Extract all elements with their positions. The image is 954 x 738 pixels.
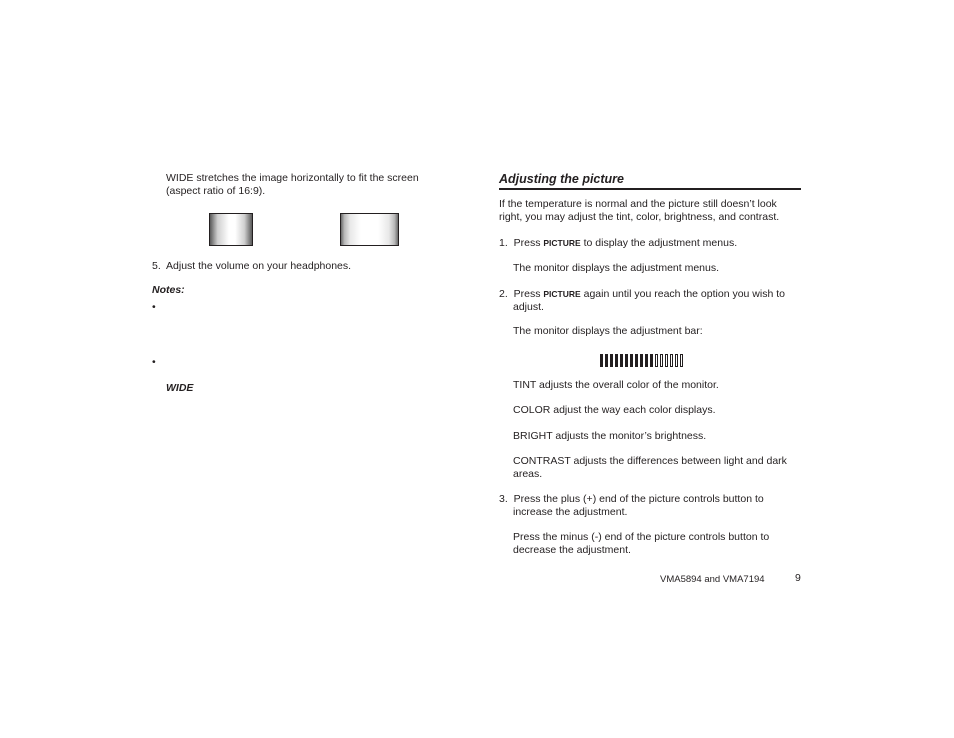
step-3-alternative (513, 531, 803, 557)
footer-model: VMA5894 and VMA7194 (660, 574, 765, 585)
step-1 (499, 237, 801, 250)
bar-segment-filled (635, 354, 638, 367)
note-bullet-1: • (152, 301, 156, 313)
bar-segment-filled (640, 354, 643, 367)
bar-segment-filled (610, 354, 613, 367)
step-2-line2: adjust. (513, 301, 544, 313)
wide-description (166, 172, 446, 198)
intro-line2: right, you may adjust the tint, color, brightness, and contrast. (499, 211, 780, 223)
step-3 (499, 493, 801, 519)
page-number: 9 (795, 572, 801, 584)
step-3-alt-line2: decrease the adjustment. (513, 544, 631, 556)
bar-segment-filled (645, 354, 648, 367)
step-1-result: The monitor displays the adjustment menus. (513, 262, 720, 274)
step-2-pre: Press (513, 288, 544, 300)
step-2 (499, 288, 804, 314)
section-title: Adjusting the picture (499, 172, 801, 190)
notes-heading: Notes: (152, 284, 185, 296)
note-bullet-2: • (152, 356, 156, 368)
bar-segment-empty (680, 354, 683, 367)
tint-description: TINT adjusts the overall color of the monitor. (513, 379, 719, 391)
color-description: COLOR adjust the way each color displays. (513, 404, 716, 416)
bar-segment-filled (605, 354, 608, 367)
wide-description-line1: WIDE stretches the image horizontally to fit the screen (166, 172, 419, 184)
normal-aspect-image (209, 213, 253, 246)
bar-segment-filled (650, 354, 653, 367)
contrast-line2: areas. (513, 468, 543, 480)
adjustment-bar (600, 354, 683, 367)
step-2-post: again until you reach the option you wish to (580, 288, 785, 300)
bar-segment-filled (630, 354, 633, 367)
step-2-number: 2. (499, 288, 508, 300)
intro-paragraph (499, 198, 801, 224)
step-2-result: The monitor displays the adjustment bar: (513, 325, 703, 337)
bar-segment-filled (600, 354, 603, 367)
step-3-alt-line1: Press the minus (-) end of the picture controls button to (513, 531, 770, 543)
wide-description-line2: (aspect ratio of 16:9). (166, 185, 266, 197)
step-3-line2: increase the adjustment. (513, 506, 628, 518)
picture-key: PICTURE (543, 289, 581, 299)
bar-segment-filled (620, 354, 623, 367)
bright-description: BRIGHT adjusts the monitor’s brightness. (513, 430, 707, 442)
step-1-post: to display the adjustment menus. (580, 237, 738, 249)
bar-segment-empty (660, 354, 663, 367)
intro-line1: If the temperature is normal and the picture still doesn’t look (499, 198, 777, 210)
bar-segment-empty (665, 354, 668, 367)
bar-segment-empty (670, 354, 673, 367)
step-1-number: 1. (499, 237, 508, 249)
bar-segment-empty (655, 354, 658, 367)
contrast-description (513, 455, 803, 481)
wide-label: WIDE (166, 382, 194, 394)
step-1-pre: Press (513, 237, 544, 249)
step-5: 5. Adjust the volume on your headphones. (152, 260, 352, 272)
picture-key: PICTURE (543, 238, 581, 248)
wide-aspect-image (340, 213, 399, 246)
contrast-line1: CONTRAST adjusts the differences between light and dark (513, 455, 787, 467)
step-3-number: 3. (499, 493, 508, 505)
bar-segment-empty (675, 354, 678, 367)
step-3-line1: Press the plus (+) end of the picture controls button to (513, 493, 764, 505)
bar-segment-filled (625, 354, 628, 367)
bar-segment-filled (615, 354, 618, 367)
